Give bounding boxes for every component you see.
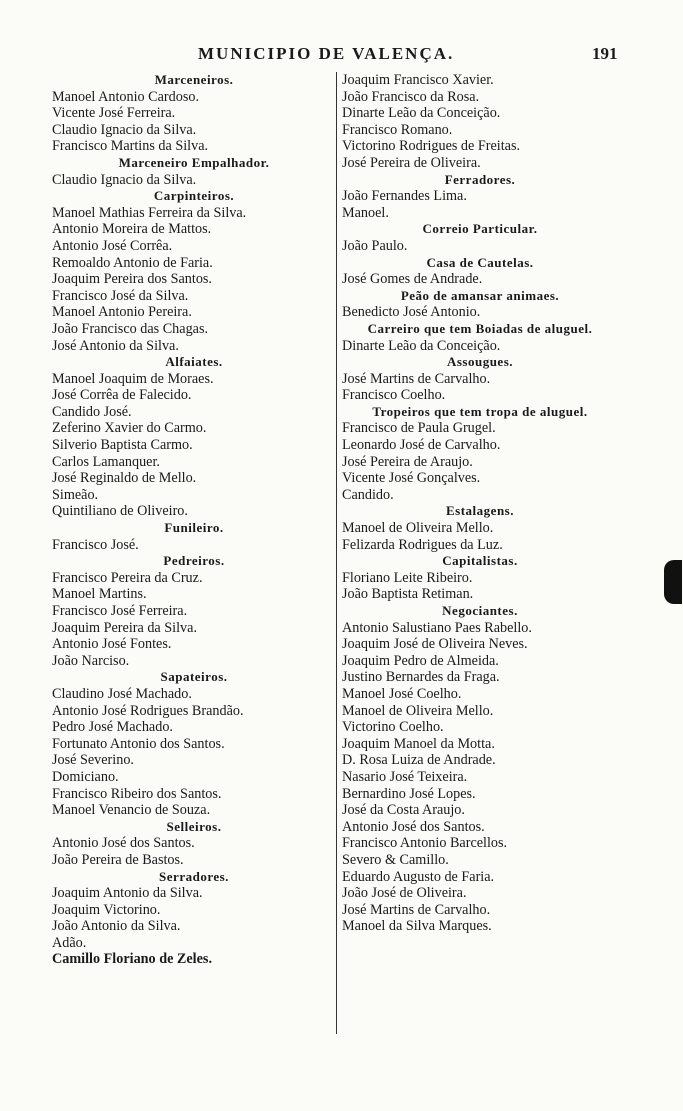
section-heading: Peão de amansar animaes.: [400, 287, 560, 303]
list-item: Joaquim Francisco Xavier.: [342, 72, 494, 88]
list-item: José da Costa Araujo.: [342, 802, 465, 819]
list-item: Carlos Lamanquer.: [52, 453, 160, 470]
list-item: Domiciano.: [52, 768, 119, 785]
section-heading: Correio Particular.: [422, 221, 538, 237]
list-item: Dinarte Leão da Conceição.: [342, 105, 501, 122]
list-item: João Antonio da Silva.: [52, 918, 181, 935]
list-item: Francisco Romano.: [342, 121, 453, 138]
list-item: Francisco de Paula Grugel.: [342, 420, 496, 437]
list-item: Francisco José da Silva.: [52, 287, 189, 304]
left-column: [52, 72, 336, 968]
section-heading: Pedreiros.: [163, 553, 225, 569]
list-item: Remoaldo Antonio de Faria.: [52, 254, 213, 271]
section-heading: Sapateiros.: [160, 669, 228, 685]
list-item: Francisco Antonio Barcellos.: [342, 835, 508, 852]
right-column: [342, 72, 604, 935]
list-item: Antonio José dos Santos.: [52, 835, 195, 852]
section-heading: Estalagens.: [446, 503, 514, 519]
list-item: Quintiliano de Oliveiro.: [52, 503, 188, 520]
section-heading: Tropeiros que tem tropa de aluguel.: [372, 403, 588, 419]
list-item: João Fernandes Lima.: [342, 188, 467, 205]
page-number: 191: [592, 44, 618, 63]
list-item: Claudio Ignacio da Silva.: [52, 171, 197, 188]
page-header: [0, 44, 683, 66]
list-item: Benedicto José Antonio.: [342, 304, 481, 321]
list-item: José Gomes de Andrade.: [342, 271, 483, 288]
list-item: João Pereira de Bastos.: [52, 851, 184, 868]
list-item: José Reginaldo de Mello.: [52, 470, 197, 487]
list-item: Eduardo Augusto de Faria.: [342, 868, 495, 885]
section-heading: Carpinteiros.: [153, 188, 235, 204]
list-item: Victorino Rodrigues de Freitas.: [342, 138, 521, 155]
list-item: João Narciso.: [52, 652, 130, 669]
list-item: Nasario José Teixeira.: [342, 768, 468, 785]
list-item: Joaquim Pedro de Almeida.: [342, 652, 499, 669]
list-item: José Pereira de Araujo.: [342, 453, 473, 470]
list-item: Antonio José Rodrigues Brandão.: [52, 702, 244, 719]
list-item: Candido José.: [52, 403, 132, 420]
list-item: Francisco José.: [52, 536, 139, 553]
section-heading: Capitalistas.: [442, 553, 518, 569]
list-item: José Martins de Carvalho.: [342, 370, 491, 387]
list-item: João Francisco da Rosa.: [342, 88, 480, 105]
list-item: Adão.: [52, 934, 87, 951]
list-item: Camillo Floriano de Zeles.: [52, 951, 212, 968]
list-item: Manoel Antonio Cardoso.: [52, 88, 199, 105]
list-item: Vicente José Ferreira.: [52, 105, 176, 122]
list-item: Claudio Ignacio da Silva.: [52, 121, 197, 138]
section-heading: Serradores.: [159, 868, 229, 884]
list-item: D. Rosa Luiza de Andrade.: [342, 752, 496, 769]
list-item: Severo & Camillo.: [342, 851, 449, 868]
section-heading: Assougues.: [446, 354, 514, 370]
list-item: Francisco Martins da Silva.: [52, 138, 209, 155]
list-item: Joaquim Manoel da Motta.: [342, 735, 495, 752]
list-item: Pedro José Machado.: [52, 719, 173, 736]
list-item: José Severino.: [52, 752, 134, 769]
list-item: Claudino José Machado.: [52, 685, 192, 702]
ink-smudge: [664, 560, 682, 604]
list-item: Antonio José Fontes.: [52, 636, 172, 653]
list-item: Francisco Pereira da Cruz.: [52, 569, 203, 586]
list-item: Bernardino José Lopes.: [342, 785, 476, 802]
list-item: Joaquim Pereira dos Santos.: [52, 271, 212, 288]
list-item: Francisco Ribeiro dos Santos.: [52, 785, 222, 802]
list-item: Justino Bernardes da Fraga.: [342, 669, 500, 686]
list-item: Antonio José Corrêa.: [52, 237, 173, 254]
list-item: Leonardo José de Carvalho.: [342, 437, 501, 454]
list-item: Francisco José Ferreira.: [52, 603, 188, 619]
list-item: Joaquim Antonio da Silva.: [52, 885, 203, 902]
section-heading: Ferradores.: [444, 171, 516, 187]
list-item: João Baptista Retiman.: [342, 586, 474, 603]
list-item: Joaquim Victorino.: [52, 901, 161, 918]
list-item: Manoel de Oliveira Mello.: [342, 520, 494, 537]
list-item: Manoel Mathias Ferreira da Silva.: [52, 204, 247, 221]
list-item: João José de Oliveira.: [342, 885, 467, 902]
list-item: Fortunato Antonio dos Santos.: [52, 735, 225, 752]
list-item: José Martins de Carvalho.: [342, 901, 491, 918]
list-item: José Corrêa de Falecido.: [52, 387, 192, 404]
list-item: Zeferino Xavier do Carmo.: [52, 420, 207, 437]
list-item: Joaquim Pereira da Silva.: [52, 619, 197, 636]
list-item: Floriano Leite Ribeiro.: [342, 569, 473, 586]
list-item: Manoel Joaquim de Moraes.: [52, 370, 214, 387]
list-item: Francisco Coelho.: [342, 387, 446, 404]
list-item: Manoel da Silva Marques.: [342, 918, 492, 935]
list-item: Manoel Antonio Pereira.: [52, 304, 192, 321]
section-heading: Funileiro.: [164, 520, 224, 536]
column-divider: [336, 72, 337, 1034]
list-item: Manoel de Oliveira Mello.: [342, 702, 494, 719]
list-item: Victorino Coelho.: [342, 719, 444, 736]
list-item: Antonio Moreira de Mattos.: [52, 221, 212, 238]
list-item: Felizarda Rodrigues da Luz.: [342, 536, 503, 553]
list-item: Candido.: [342, 486, 394, 503]
page-title: MUNICIPIO DE VALENÇA.: [198, 44, 455, 63]
section-heading: Marceneiro Empalhador.: [118, 154, 270, 170]
list-item: Simeão.: [52, 486, 99, 503]
list-item: João Francisco das Chagas.: [52, 320, 209, 337]
list-item: Manoel Venancio de Souza.: [52, 802, 211, 819]
list-item: Vicente José Gonçalves.: [342, 470, 481, 487]
list-item: José Antonio da Silva.: [52, 337, 179, 354]
list-item: Antonio Salustiano Paes Rabello.: [342, 619, 532, 636]
list-item: Silverio Baptista Carmo.: [52, 437, 193, 454]
section-heading: Casa de Cautelas.: [426, 254, 534, 270]
list-item: Manoel Martins.: [52, 586, 147, 603]
list-item: Manoel José Coelho.: [342, 685, 462, 702]
section-heading: Negociantes.: [442, 603, 518, 618]
section-heading: Alfaiates.: [165, 354, 223, 370]
list-item: Antonio José dos Santos.: [342, 818, 485, 835]
list-item: Joaquim José de Oliveira Neves.: [342, 636, 528, 653]
section-heading: Selleiros.: [166, 818, 222, 834]
section-heading: Marceneiros.: [154, 72, 234, 87]
list-item: João Paulo.: [342, 237, 408, 254]
section-heading: Carreiro que tem Boiadas de aluguel.: [367, 320, 593, 336]
list-item: Dinarte Leão da Conceição.: [342, 337, 501, 354]
list-item: José Pereira de Oliveira.: [342, 154, 481, 171]
list-item: Manoel.: [342, 204, 389, 221]
